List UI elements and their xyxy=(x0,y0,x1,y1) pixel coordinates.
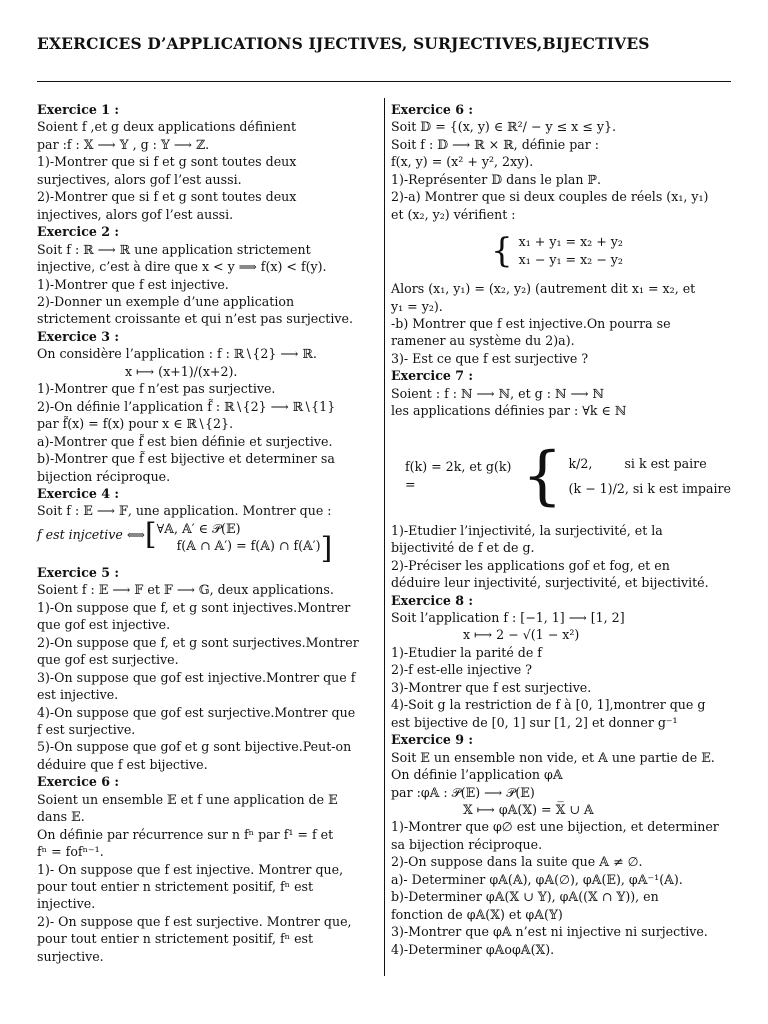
exercise-heading: Exercice 9 : xyxy=(391,732,474,748)
case-line: (k − 1)/2, si k est impaire xyxy=(568,480,731,496)
text-line: les applications définies par : ∀k ∈ ℕ xyxy=(391,403,627,419)
exercise-8 xyxy=(391,592,731,732)
text-line: 2)-f est-elle injective ? xyxy=(391,662,533,678)
exercise-6-right xyxy=(391,101,731,367)
text-line: 3)-Montrer que f est surjective. xyxy=(391,679,592,695)
text-line: 1)-Montrer que si f et g sont toutes deux xyxy=(37,154,297,170)
cases xyxy=(569,451,731,501)
exercise-heading: Exercice 7 : xyxy=(391,368,474,384)
text-line: 3)-Montrer que φ𝔸 n’est ni injective ni surjective. xyxy=(391,924,708,940)
equation-system xyxy=(391,223,731,280)
text-line: 1)-Représenter 𝔻 dans le plan ℙ. xyxy=(391,171,601,187)
text-line: f(x, y) = (x² + y², 2xy). xyxy=(391,154,534,170)
equivalence-formula xyxy=(37,516,373,566)
formula-lhs: f(k) = 2k, et g(k) = xyxy=(405,459,512,492)
text-line: Soit f : 𝔼 ⟶ 𝔽, une application. Montrer que : xyxy=(37,503,332,519)
text-line: b)-Montrer que f̃ est bijective et determiner sa xyxy=(37,451,335,467)
text-line: 2)-On suppose dans la suite que 𝔸 ≠ ∅. xyxy=(391,854,643,870)
system-rows xyxy=(519,233,623,268)
text-line: dans 𝔼. xyxy=(37,809,85,825)
text-line: est bijective de [0, 1] sur [1, 2] et donner g⁻¹ xyxy=(391,714,678,730)
right-bracket: ] xyxy=(320,530,333,566)
text-line: 4)-Determiner φ𝔸oφ𝔸(𝕏). xyxy=(391,941,555,957)
text-line: Soient f ,et g deux applications définient xyxy=(37,119,297,135)
text-line: 2)-a) Montrer que si deux couples de réels (x₁, y₁) xyxy=(391,189,709,205)
text-line: Alors (x₁, y₁) = (x₂, y₂) (autrement dit x₁ = x₂, et xyxy=(391,281,696,297)
text-line: 4)-On suppose que gof est surjective.Montrer que xyxy=(37,704,356,720)
formula-body xyxy=(157,520,321,555)
text-line: est injective. xyxy=(37,687,119,703)
formula-line: x ⟼ 2 − √(1 − x²) xyxy=(463,627,580,643)
text-line: Soit 𝔻 = {(x, y) ∈ ℝ²/ − y ≤ x ≤ y}. xyxy=(391,119,616,135)
exercise-7 xyxy=(391,367,731,591)
exercise-6-left xyxy=(37,773,373,965)
text-line: 2)- On suppose que f est surjective. Montrer que, xyxy=(37,913,352,929)
exercise-heading: Exercice 2 : xyxy=(37,224,120,240)
text-line: Soient un ensemble 𝔼 et f une application de 𝔼 xyxy=(37,791,338,807)
text-line: bijection réciproque. xyxy=(37,468,171,484)
equation-line: x₁ + y₁ = x₂ + y₂ xyxy=(518,234,623,250)
text-line: surjectives, alors gof l’est aussi. xyxy=(37,171,242,187)
text-line: a)-Montrer que f̃ est bien définie et surjective. xyxy=(37,433,333,449)
text-line: ramener au système du 2)a). xyxy=(391,333,575,349)
text-line: pour tout entier n strictement positif, fⁿ est xyxy=(37,879,314,895)
text-line: bijectivité de f et de g. xyxy=(391,540,535,556)
text-line: Soit l’application f : [−1, 1] ⟶ [1, 2] xyxy=(391,609,625,625)
text-line: sa bijection réciproque. xyxy=(391,836,543,852)
exercise-4 xyxy=(37,485,373,564)
text-line: 3)-On suppose que gof est injective.Montrer que f xyxy=(37,669,356,685)
exercise-heading: Exercice 5 : xyxy=(37,564,120,580)
text-line: que gof est injective. xyxy=(37,617,171,633)
exercise-heading: Exercice 4 : xyxy=(37,485,120,501)
exercise-3 xyxy=(37,328,373,485)
text-line: injective, c’est à dire que x < y ⟹ f(x) < f(y). xyxy=(37,259,327,275)
page-title: EXERCICES D’APPLICATIONS IJECTIVES, SURJECTIVES,BIJECTIVES xyxy=(37,34,650,53)
text-line: 3)- Est ce que f est surjective ? xyxy=(391,350,589,366)
text-line: 2)-Préciser les applications gof et fog, et en xyxy=(391,557,670,573)
exercise-heading: Exercice 1 : xyxy=(37,102,120,117)
text-line: On définie par récurrence sur n fⁿ par f¹ = f et xyxy=(37,826,334,842)
text-line: b)-Determiner φ𝔸(𝕏 ∪ 𝕐), φ𝔸((𝕏 ∩ 𝕐)), en xyxy=(391,889,659,905)
text-line: 2)-On définie l’application f̃ : ℝ∖{2} ⟶ ℝ∖{1} xyxy=(37,398,336,414)
left-bracket: [ xyxy=(144,516,157,552)
text-line: 1)-Etudier la parité de f xyxy=(391,644,542,660)
text-line: injective. xyxy=(37,896,96,912)
text-line: Soient : f : ℕ ⟶ ℕ, et g : ℕ ⟶ ℕ xyxy=(391,385,605,401)
formula-lhs: f est injcetive ⟺ xyxy=(37,526,145,542)
text-line: 1)-Etudier l’injectivité, la surjectivité, et la xyxy=(391,522,663,538)
text-line: et (x₂, y₂) vérifient : xyxy=(391,206,516,222)
text-line: Soit f : 𝔻 ⟶ ℝ × ℝ, définie par : xyxy=(391,136,600,152)
text-line: surjective. xyxy=(37,948,104,964)
text-line: 1)-Montrer que f est injective. xyxy=(37,276,229,292)
formula-line: 𝕏 ⟼ φ𝔸(𝕏) = 𝕏̅ ∪ 𝔸 xyxy=(463,801,594,817)
text-line: par :f : 𝕏 ⟶ 𝕐 , g : 𝕐 ⟶ ℤ. xyxy=(37,136,210,152)
text-line: par :φ𝔸 : 𝒫(𝔼) ⟶ 𝒫(𝔼) xyxy=(391,784,535,800)
equation-line: x₁ − y₁ = x₂ − y₂ xyxy=(518,251,623,267)
formula-line: ∀𝔸, 𝔸′ ∈ 𝒫(𝔼) xyxy=(156,520,241,536)
text-line: injectives, alors gof l’est aussi. xyxy=(37,206,234,222)
text-line: 5)-On suppose que gof et g sont bijective.Peut-on xyxy=(37,739,352,755)
title-rule xyxy=(37,81,731,82)
column-divider xyxy=(384,98,385,976)
text-line: 2)-Donner un exemple d’une application xyxy=(37,293,295,309)
exercise-heading: Exercice 6 : xyxy=(37,774,120,790)
text-line: 1)-On suppose que f, et g sont injectives.Montrer xyxy=(37,599,351,615)
case-line: k/2, si k est paire xyxy=(568,455,707,471)
left-column xyxy=(37,101,373,965)
text-line: On considère l’application : f : ℝ∖{2} ⟶ ℝ. xyxy=(37,346,317,362)
text-line: fonction de φ𝔸(𝕏) et φ𝔸(𝕐) xyxy=(391,906,563,922)
text-line: déduire leur injectivité, surjectivité, et bijectivité. xyxy=(391,575,709,591)
text-line: 1)-Montrer que φ∅ est une bijection, et determiner xyxy=(391,819,719,835)
text-line: Soit 𝔼 un ensemble non vide, et 𝔸 une partie de 𝔼. xyxy=(391,749,715,765)
text-line: 1)- On suppose que f est injective. Montrer que, xyxy=(37,861,344,877)
text-line: 1)-Montrer que f n’est pas surjective. xyxy=(37,381,276,397)
text-line: Soient f : 𝔼 ⟶ 𝔽 et 𝔽 ⟶ 𝔾, deux applications. xyxy=(37,582,334,598)
text-line: déduire que f est bijective. xyxy=(37,756,208,772)
exercise-heading: Exercice 3 : xyxy=(37,328,120,344)
exercise-heading: Exercice 6 : xyxy=(391,102,474,117)
exercise-heading: Exercice 8 : xyxy=(391,592,474,608)
exercise-9 xyxy=(391,731,731,958)
text-line: 2)-Montrer que si f et g sont toutes deux xyxy=(37,189,297,205)
left-brace: { xyxy=(491,230,513,271)
text-line: que gof est surjective. xyxy=(37,652,179,668)
text-line: On définie l’application φ𝔸 xyxy=(391,767,563,783)
text-line: -b) Montrer que f est injective.On pourra se xyxy=(391,315,671,331)
formula-line: f(𝔸 ∩ 𝔸′) = f(𝔸) ∩ f(𝔸′) xyxy=(176,538,321,554)
exercise-2 xyxy=(37,223,373,328)
text-line: par f̃(x) = f(x) pour x ∈ ℝ∖{2}. xyxy=(37,416,234,432)
text-line: 2)-On suppose que f, et g sont surjectives.Montrer xyxy=(37,634,359,650)
text-line: a)- Determiner φ𝔸(𝔸), φ𝔸(∅), φ𝔸(𝔼), φ𝔸⁻¹(𝔸). xyxy=(391,871,683,887)
text-line: 4)-Soit g la restriction de f à [0, 1],montrer que g xyxy=(391,697,706,713)
formula-line: x ⟼ (x+1)/(x+2). xyxy=(125,363,238,379)
text-line: fⁿ = fofⁿ⁻¹. xyxy=(37,844,104,860)
left-brace: { xyxy=(521,438,563,513)
exercise-1 xyxy=(37,101,373,223)
exercise-5 xyxy=(37,564,373,773)
text-line: Soit f : ℝ ⟶ ℝ une application strictement xyxy=(37,241,311,257)
text-line: pour tout entier n strictement positif, fⁿ est xyxy=(37,931,314,947)
right-column xyxy=(391,101,731,958)
text-line: y₁ = y₂). xyxy=(391,298,443,314)
text-line: strictement croissante et qui n’est pas surjective. xyxy=(37,311,353,327)
piecewise-definition xyxy=(391,420,731,522)
text-line: f est surjective. xyxy=(37,721,136,737)
